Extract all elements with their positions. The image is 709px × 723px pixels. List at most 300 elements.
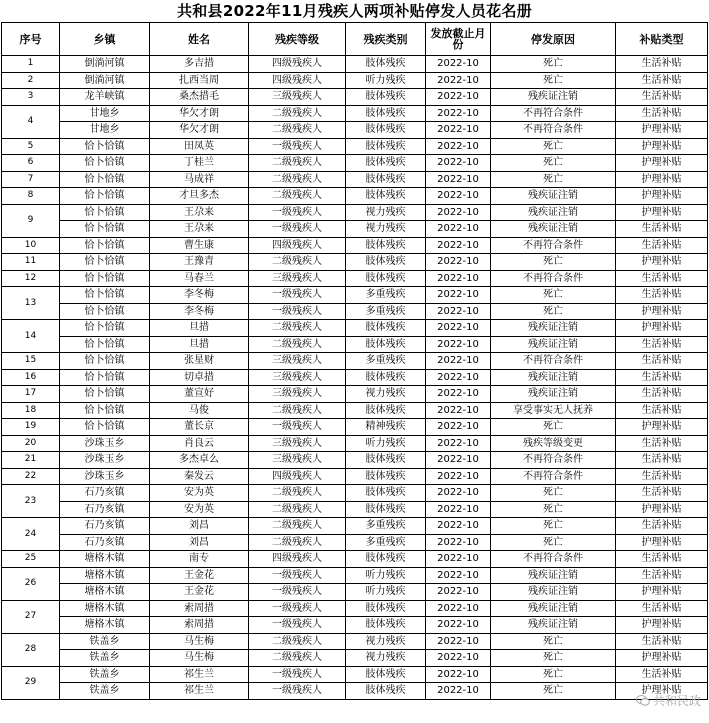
cell-seq: 5: [2, 138, 60, 155]
cell-reason: 不再符合条件: [491, 122, 616, 139]
cell-grade: 一级残疾人: [249, 683, 346, 700]
cell-category: 肢体残疾: [346, 336, 426, 353]
cell-reason: 残疾证注销: [491, 89, 616, 106]
cell-month: 2022-10: [426, 369, 491, 386]
table-row: [2, 584, 708, 601]
cell-seq: 17: [2, 386, 60, 403]
cell-type: 生活补贴: [616, 105, 708, 122]
cell-month: 2022-10: [426, 584, 491, 601]
cell-category: 多重残疾: [346, 287, 426, 304]
table-row: [2, 501, 708, 518]
cell-seq: 27: [2, 600, 60, 633]
cell-month: 2022-10: [426, 468, 491, 485]
cell-seq: 10: [2, 237, 60, 254]
cell-month: 2022-10: [426, 402, 491, 419]
table-row: [2, 369, 708, 386]
cell-town: 恰卜恰镇: [60, 270, 150, 287]
cell-month: 2022-10: [426, 287, 491, 304]
cell-town: 沙珠玉乡: [60, 452, 150, 469]
col-header-grade: 残疾等级: [249, 23, 346, 56]
cell-town: 恰卜恰镇: [60, 254, 150, 271]
cell-grade: 二级残疾人: [249, 105, 346, 122]
cell-town: 恰卜恰镇: [60, 237, 150, 254]
table-row: [2, 402, 708, 419]
cell-month: 2022-10: [426, 534, 491, 551]
table-row: [2, 666, 708, 683]
table-row: [2, 188, 708, 205]
cell-town: 倒淌河镇: [60, 56, 150, 73]
cell-type: 生活补贴: [616, 468, 708, 485]
cell-category: 肢体残疾: [346, 452, 426, 469]
cell-month: 2022-10: [426, 617, 491, 634]
table-row: [2, 105, 708, 122]
cell-category: 肢体残疾: [346, 89, 426, 106]
wechat-icon: [636, 695, 650, 706]
cell-category: 听力残疾: [346, 584, 426, 601]
cell-grade: 三级残疾人: [249, 353, 346, 370]
cell-name: 桑杰措毛: [150, 89, 249, 106]
table-row: [2, 518, 708, 535]
cell-grade: 一级残疾人: [249, 204, 346, 221]
cell-grade: 二级残疾人: [249, 633, 346, 650]
col-header-seq: 序号: [2, 23, 60, 56]
cell-reason: 残疾证注销: [491, 336, 616, 353]
cell-month: 2022-10: [426, 435, 491, 452]
cell-grade: 三级残疾人: [249, 435, 346, 452]
cell-town: 石乃亥镇: [60, 534, 150, 551]
cell-seq: 24: [2, 518, 60, 551]
cell-grade: 四级残疾人: [249, 551, 346, 568]
cell-reason: 残疾证注销: [491, 320, 616, 337]
cell-name: 马生梅: [150, 633, 249, 650]
cell-seq: 26: [2, 567, 60, 600]
cell-grade: 二级残疾人: [249, 534, 346, 551]
cell-month: 2022-10: [426, 600, 491, 617]
cell-name: 王尕来: [150, 204, 249, 221]
table-row: [2, 650, 708, 667]
cell-type: 生活补贴: [616, 89, 708, 106]
cell-type: 护理补贴: [616, 617, 708, 634]
cell-grade: 一级残疾人: [249, 584, 346, 601]
table-row: [2, 452, 708, 469]
cell-reason: 死亡: [491, 650, 616, 667]
cell-category: 肢体残疾: [346, 105, 426, 122]
cell-name: 安为英: [150, 501, 249, 518]
cell-seq: 19: [2, 419, 60, 436]
cell-grade: 二级残疾人: [249, 485, 346, 502]
cell-category: 听力残疾: [346, 72, 426, 89]
cell-reason: 死亡: [491, 534, 616, 551]
cell-type: 护理补贴: [616, 650, 708, 667]
cell-town: 塘格木镇: [60, 617, 150, 634]
cell-town: 铁盖乡: [60, 633, 150, 650]
watermark: [636, 692, 701, 709]
cell-month: 2022-10: [426, 204, 491, 221]
cell-month: 2022-10: [426, 567, 491, 584]
cell-reason: 残疾证注销: [491, 600, 616, 617]
cell-reason: 不再符合条件: [491, 105, 616, 122]
cell-town: 恰卜恰镇: [60, 287, 150, 304]
cell-month: 2022-10: [426, 320, 491, 337]
cell-type: 生活补贴: [616, 287, 708, 304]
cell-type: 生活补贴: [616, 386, 708, 403]
cell-category: 肢体残疾: [346, 237, 426, 254]
cell-town: 恰卜恰镇: [60, 353, 150, 370]
cell-type: 生活补贴: [616, 336, 708, 353]
cell-town: 恰卜恰镇: [60, 402, 150, 419]
cell-category: 肢体残疾: [346, 171, 426, 188]
cell-town: 石乃亥镇: [60, 485, 150, 502]
cell-town: 恰卜恰镇: [60, 386, 150, 403]
cell-name: 华欠才朗: [150, 122, 249, 139]
cell-category: 肢体残疾: [346, 551, 426, 568]
cell-town: 铁盖乡: [60, 650, 150, 667]
table-row: [2, 320, 708, 337]
cell-seq: 15: [2, 353, 60, 370]
cell-name: 祁生兰: [150, 683, 249, 700]
table-row: [2, 287, 708, 304]
cell-reason: 死亡: [491, 287, 616, 304]
cell-category: 肢体残疾: [346, 188, 426, 205]
table-row: [2, 171, 708, 188]
cell-reason: 残疾证注销: [491, 221, 616, 238]
cell-seq: 22: [2, 468, 60, 485]
cell-grade: 一级残疾人: [249, 138, 346, 155]
cell-name: 多吉措: [150, 56, 249, 73]
cell-name: 秦发云: [150, 468, 249, 485]
cell-type: 生活补贴: [616, 221, 708, 238]
cell-type: 护理补贴: [616, 419, 708, 436]
cell-month: 2022-10: [426, 666, 491, 683]
table-row: [2, 237, 708, 254]
cell-town: 恰卜恰镇: [60, 320, 150, 337]
cell-type: 护理补贴: [616, 534, 708, 551]
cell-reason: 死亡: [491, 501, 616, 518]
cell-reason: 残疾证注销: [491, 369, 616, 386]
cell-reason: 死亡: [491, 485, 616, 502]
cell-category: 视力残疾: [346, 386, 426, 403]
col-header-town: 乡镇: [60, 23, 150, 56]
cell-name: 王金花: [150, 584, 249, 601]
cell-grade: 一级残疾人: [249, 600, 346, 617]
cell-type: 生活补贴: [616, 353, 708, 370]
cell-reason: 残疾证注销: [491, 567, 616, 584]
cell-month: 2022-10: [426, 650, 491, 667]
cell-type: 护理补贴: [616, 584, 708, 601]
cell-grade: 三级残疾人: [249, 270, 346, 287]
watermark-text: 共和民政: [652, 694, 701, 708]
cell-category: 肢体残疾: [346, 56, 426, 73]
cell-name: 马俊: [150, 402, 249, 419]
cell-reason: 死亡: [491, 633, 616, 650]
cell-grade: 二级残疾人: [249, 320, 346, 337]
col-header-reason: 停发原因: [491, 23, 616, 56]
cell-seq: 21: [2, 452, 60, 469]
cell-category: 视力残疾: [346, 221, 426, 238]
cell-reason: 残疾等级变更: [491, 435, 616, 452]
cell-type: 生活补贴: [616, 633, 708, 650]
cell-seq: 20: [2, 435, 60, 452]
cell-category: 肢体残疾: [346, 683, 426, 700]
table-row: [2, 155, 708, 172]
cell-grade: 三级残疾人: [249, 386, 346, 403]
cell-seq: 29: [2, 666, 60, 699]
cell-town: 恰卜恰镇: [60, 419, 150, 436]
table-row: [2, 303, 708, 320]
cell-town: 恰卜恰镇: [60, 204, 150, 221]
cell-reason: 死亡: [491, 155, 616, 172]
cell-seq: 16: [2, 369, 60, 386]
cell-type: 生活补贴: [616, 567, 708, 584]
table-row: [2, 435, 708, 452]
cell-type: 生活补贴: [616, 56, 708, 73]
cell-grade: 一级残疾人: [249, 666, 346, 683]
cell-type: 护理补贴: [616, 320, 708, 337]
cell-month: 2022-10: [426, 683, 491, 700]
cell-town: 恰卜恰镇: [60, 336, 150, 353]
cell-type: 生活补贴: [616, 600, 708, 617]
cell-type: 护理补贴: [616, 204, 708, 221]
cell-reason: 不再符合条件: [491, 452, 616, 469]
cell-type: 生活补贴: [616, 237, 708, 254]
col-header-month: 发放截止月份: [426, 23, 491, 56]
cell-reason: 死亡: [491, 138, 616, 155]
cell-name: 田凤英: [150, 138, 249, 155]
cell-category: 肢体残疾: [346, 155, 426, 172]
cell-reason: 死亡: [491, 419, 616, 436]
cell-month: 2022-10: [426, 221, 491, 238]
cell-seq: 13: [2, 287, 60, 320]
cell-name: 南专: [150, 551, 249, 568]
cell-name: 王尕来: [150, 221, 249, 238]
table-row: [2, 336, 708, 353]
cell-category: 听力残疾: [346, 567, 426, 584]
col-header-type: 补贴类型: [616, 23, 708, 56]
table-row: [2, 617, 708, 634]
cell-grade: 一级残疾人: [249, 617, 346, 634]
table-row: [2, 485, 708, 502]
cell-month: 2022-10: [426, 518, 491, 535]
cell-month: 2022-10: [426, 56, 491, 73]
cell-town: 甘地乡: [60, 122, 150, 139]
cell-town: 塘格木镇: [60, 551, 150, 568]
cell-month: 2022-10: [426, 237, 491, 254]
cell-town: 恰卜恰镇: [60, 221, 150, 238]
cell-month: 2022-10: [426, 155, 491, 172]
cell-name: 马成祥: [150, 171, 249, 188]
cell-month: 2022-10: [426, 386, 491, 403]
cell-grade: 三级残疾人: [249, 369, 346, 386]
table-row: [2, 89, 708, 106]
cell-category: 多重残疾: [346, 303, 426, 320]
cell-reason: 死亡: [491, 171, 616, 188]
cell-month: 2022-10: [426, 485, 491, 502]
cell-type: 护理补贴: [616, 683, 708, 700]
cell-town: 恰卜恰镇: [60, 138, 150, 155]
cell-month: 2022-10: [426, 122, 491, 139]
cell-type: 生活补贴: [616, 452, 708, 469]
cell-month: 2022-10: [426, 551, 491, 568]
cell-month: 2022-10: [426, 303, 491, 320]
cell-name: 马春兰: [150, 270, 249, 287]
cell-reason: 死亡: [491, 303, 616, 320]
cell-seq: 6: [2, 155, 60, 172]
cell-category: 听力残疾: [346, 435, 426, 452]
table-row: [2, 221, 708, 238]
cell-reason: 不再符合条件: [491, 270, 616, 287]
cell-month: 2022-10: [426, 138, 491, 155]
cell-month: 2022-10: [426, 633, 491, 650]
cell-seq: 28: [2, 633, 60, 666]
cell-month: 2022-10: [426, 270, 491, 287]
cell-category: 肢体残疾: [346, 468, 426, 485]
table-body: [2, 56, 708, 700]
cell-category: 肢体残疾: [346, 617, 426, 634]
table-row: [2, 204, 708, 221]
table-row: [2, 551, 708, 568]
cell-type: 生活补贴: [616, 551, 708, 568]
cell-type: 生活补贴: [616, 369, 708, 386]
cell-name: 王金花: [150, 567, 249, 584]
cell-reason: 不再符合条件: [491, 353, 616, 370]
cell-type: 生活补贴: [616, 72, 708, 89]
cell-type: 护理补贴: [616, 171, 708, 188]
cell-name: 安为英: [150, 485, 249, 502]
cell-type: 护理补贴: [616, 122, 708, 139]
cell-name: 王豫青: [150, 254, 249, 271]
cell-reason: 残疾证注销: [491, 617, 616, 634]
cell-grade: 三级残疾人: [249, 452, 346, 469]
cell-name: 张星财: [150, 353, 249, 370]
cell-reason: 不再符合条件: [491, 551, 616, 568]
cell-grade: 一级残疾人: [249, 419, 346, 436]
cell-reason: 残疾证注销: [491, 584, 616, 601]
cell-type: 护理补贴: [616, 188, 708, 205]
cell-type: 护理补贴: [616, 138, 708, 155]
cell-town: 铁盖乡: [60, 666, 150, 683]
cell-category: 肢体残疾: [346, 501, 426, 518]
table-row: [2, 72, 708, 89]
cell-seq: 4: [2, 105, 60, 138]
cell-reason: 死亡: [491, 72, 616, 89]
cell-month: 2022-10: [426, 188, 491, 205]
cell-name: 切卓措: [150, 369, 249, 386]
table-row: [2, 122, 708, 139]
roster-table: [1, 22, 708, 700]
cell-seq: 2: [2, 72, 60, 89]
cell-category: 多重残疾: [346, 534, 426, 551]
cell-seq: 8: [2, 188, 60, 205]
header-row: [2, 23, 708, 56]
cell-month: 2022-10: [426, 105, 491, 122]
cell-seq: 23: [2, 485, 60, 518]
cell-grade: 二级残疾人: [249, 336, 346, 353]
cell-reason: 死亡: [491, 56, 616, 73]
cell-category: 多重残疾: [346, 518, 426, 535]
table-row: [2, 683, 708, 700]
cell-month: 2022-10: [426, 452, 491, 469]
cell-seq: 18: [2, 402, 60, 419]
cell-grade: 二级残疾人: [249, 650, 346, 667]
cell-category: 肢体残疾: [346, 320, 426, 337]
cell-reason: 死亡: [491, 254, 616, 271]
cell-month: 2022-10: [426, 72, 491, 89]
cell-town: 铁盖乡: [60, 683, 150, 700]
cell-grade: 二级残疾人: [249, 518, 346, 535]
cell-reason: 享受事实无人抚养: [491, 402, 616, 419]
cell-name: 马生梅: [150, 650, 249, 667]
cell-grade: 一级残疾人: [249, 287, 346, 304]
cell-town: 龙羊峡镇: [60, 89, 150, 106]
table-row: [2, 386, 708, 403]
cell-grade: 四级残疾人: [249, 237, 346, 254]
cell-name: 多杰卓么: [150, 452, 249, 469]
cell-category: 肢体残疾: [346, 254, 426, 271]
cell-seq: 9: [2, 204, 60, 237]
cell-seq: 1: [2, 56, 60, 73]
cell-name: 索周措: [150, 600, 249, 617]
cell-seq: 14: [2, 320, 60, 353]
cell-name: 董长京: [150, 419, 249, 436]
cell-name: 刘昌: [150, 534, 249, 551]
cell-town: 石乃亥镇: [60, 501, 150, 518]
table-row: [2, 254, 708, 271]
cell-reason: 死亡: [491, 518, 616, 535]
cell-name: 旦措: [150, 336, 249, 353]
cell-reason: 残疾证注销: [491, 188, 616, 205]
cell-grade: 四级残疾人: [249, 72, 346, 89]
cell-reason: 不再符合条件: [491, 468, 616, 485]
cell-town: 恰卜恰镇: [60, 369, 150, 386]
cell-town: 石乃亥镇: [60, 518, 150, 535]
cell-reason: 死亡: [491, 666, 616, 683]
cell-reason: 死亡: [491, 683, 616, 700]
cell-category: 肢体残疾: [346, 138, 426, 155]
cell-name: 才旦多杰: [150, 188, 249, 205]
cell-name: 华欠才朗: [150, 105, 249, 122]
cell-grade: 二级残疾人: [249, 254, 346, 271]
table-row: [2, 468, 708, 485]
cell-category: 肢体残疾: [346, 369, 426, 386]
cell-town: 恰卜恰镇: [60, 303, 150, 320]
cell-name: 肖良云: [150, 435, 249, 452]
table-row: [2, 567, 708, 584]
cell-seq: 25: [2, 551, 60, 568]
cell-category: 肢体残疾: [346, 485, 426, 502]
cell-grade: 一级残疾人: [249, 303, 346, 320]
cell-grade: 二级残疾人: [249, 501, 346, 518]
cell-category: 精神残疾: [346, 419, 426, 436]
cell-type: 护理补贴: [616, 254, 708, 271]
cell-town: 恰卜恰镇: [60, 171, 150, 188]
cell-category: 肢体残疾: [346, 402, 426, 419]
cell-seq: 3: [2, 89, 60, 106]
cell-type: 护理补贴: [616, 155, 708, 172]
table-row: [2, 534, 708, 551]
cell-name: 李冬梅: [150, 303, 249, 320]
cell-type: 生活补贴: [616, 518, 708, 535]
cell-type: 生活补贴: [616, 666, 708, 683]
cell-month: 2022-10: [426, 501, 491, 518]
cell-name: 丁桂兰: [150, 155, 249, 172]
cell-town: 恰卜恰镇: [60, 155, 150, 172]
cell-town: 恰卜恰镇: [60, 188, 150, 205]
cell-town: 倒淌河镇: [60, 72, 150, 89]
cell-type: 生活补贴: [616, 435, 708, 452]
table-row: [2, 270, 708, 287]
cell-name: 李冬梅: [150, 287, 249, 304]
cell-type: 生活补贴: [616, 402, 708, 419]
